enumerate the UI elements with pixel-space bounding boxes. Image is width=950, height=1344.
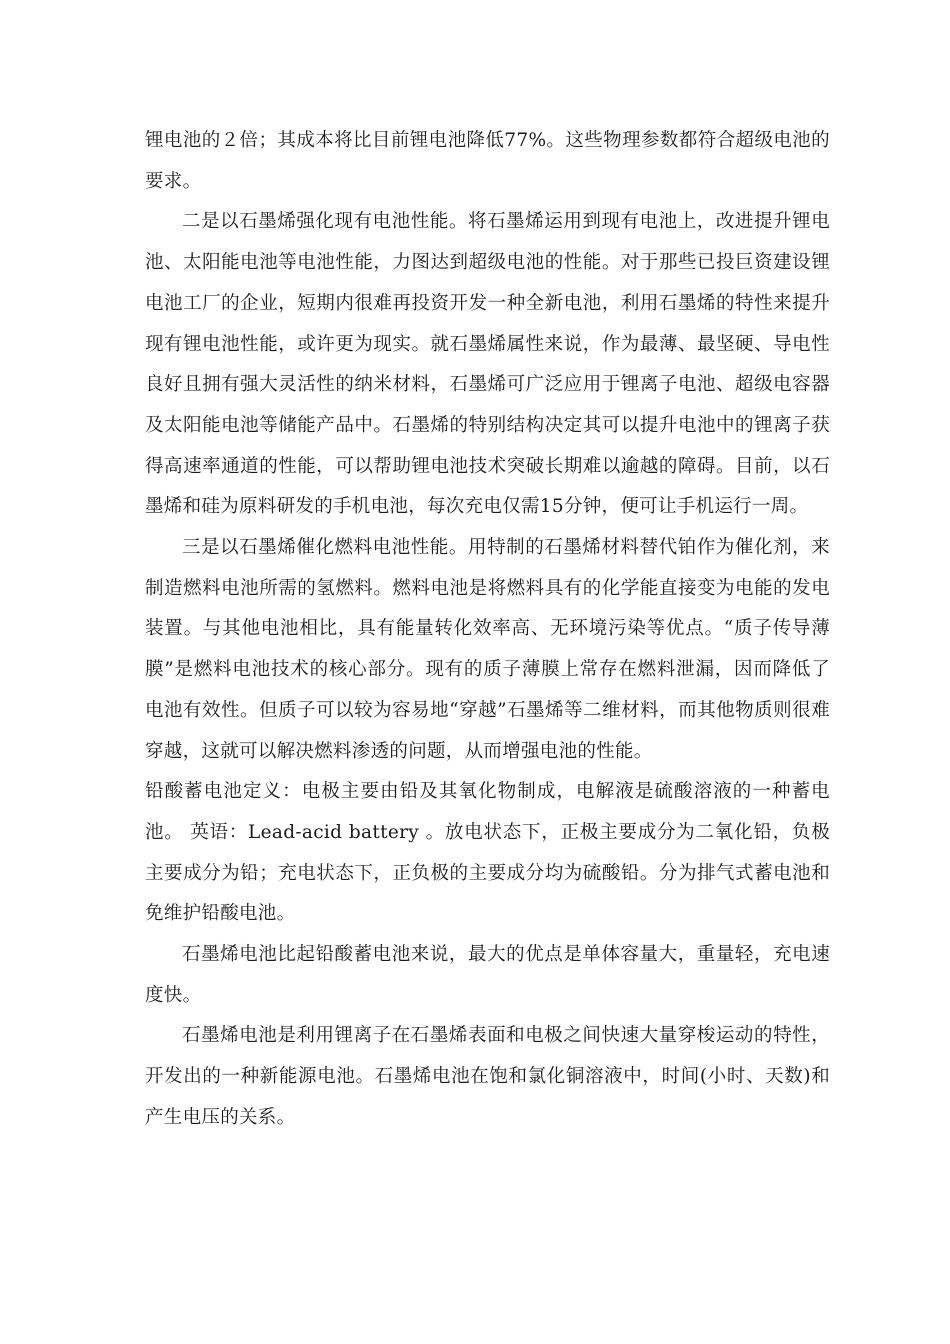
paragraph-graphene-battery-principle: 石墨烯电池是利用锂离子在石墨烯表面和电极之间快速大量穿梭运动的特性，开发出的一种新能源电池。石墨烯电池在饱和氯化铜溶液中，时间(小时、天数)和产生电压的关系。 [145, 1025, 830, 1128]
document-body [145, 121, 830, 1139]
paragraph-graphene-vs-lead-acid: 石墨烯电池比起铅酸蓄电池来说，最大的优点是单体容量大，重量轻，充电速度快。 [145, 944, 830, 1006]
paragraph-lead-acid-definition: 铅酸蓄电池定义：电极主要由铅及其氧化物制成，电解液是硫酸溶液的一种蓄电池。 英语：Lead-acid battery 。放电状态下，正极主要成分为二氧化铅，负极主要成分为铅；充电状态下，正负极的主要成分均为硫酸铅。分为排气式蓄电池和免维护铅酸电池。 [145, 781, 830, 925]
paragraph-graphene-fuel-cells: 三是以石墨烯催化燃料电池性能。用特制的石墨烯材料替代铂作为催化剂，来制造燃料电池所需的氢燃料。燃料电池是将燃料具有的化学能直接变为电能的发电装置。与其他电池相比，具有能量转化效率高、无环境污染等优点。“质子传导薄膜”是燃料电池技术的核心部分。现有的质子薄膜上常存在燃料泄漏，因而降低了电池有效性。但质子可以较为容易地“穿越”石墨烯等二维材料，而其他物质则很难穿越，这就可以解决燃料渗透的问题，从而增强电池的性能。 [145, 537, 830, 762]
paragraph-graphene-enhance-batteries: 二是以石墨烯强化现有电池性能。将石墨烯运用到现有电池上，改进提升锂电池、太阳能电池等电池性能，力图达到超级电池的性能。对于那些已投巨资建设锂电池工厂的企业，短期内很难再投资开发一种全新电池，利用石墨烯的特性来提升现有锂电池性能，或许更为现实。就石墨烯属性来说，作为最薄、最坚硬、导电性良好且拥有强大灵活性的纳米材料，石墨烯可广泛应用于锂离子电池、超级电容器及太阳能电池等储能产品中。石墨烯的特别结构决定其可以提升电池中的锂离子获得高速率通道的性能，可以帮助锂电池技术突破长期难以逾越的障碍。目前，以石墨烯和硅为原料研发的手机电池，每次充电仅需15分钟，便可让手机运行一周。 [145, 211, 830, 518]
paragraph-continuation: 锂电池的２倍；其成本将比目前锂电池降低77%。这些物理参数都符合超级电池的要求。 [145, 130, 830, 192]
